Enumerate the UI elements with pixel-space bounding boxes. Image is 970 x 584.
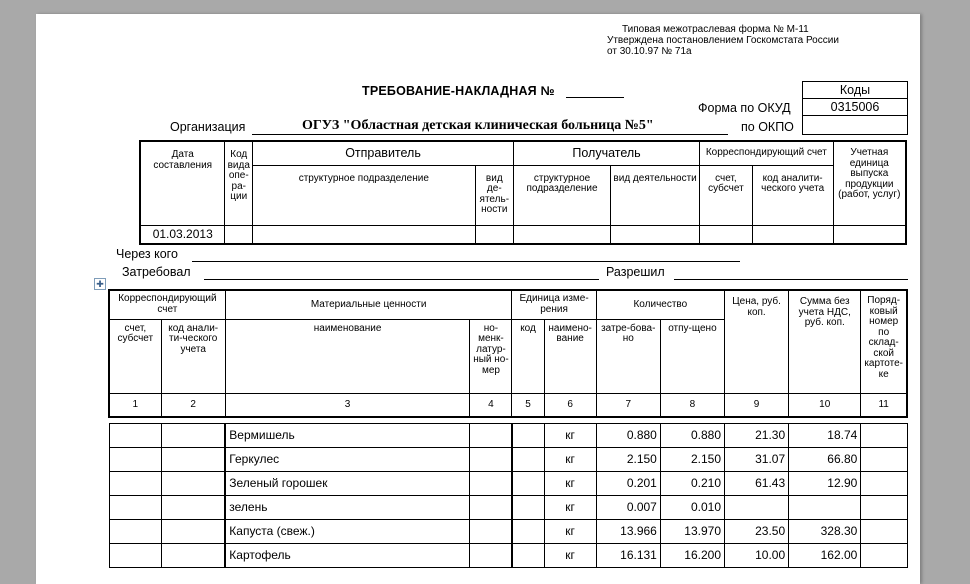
row-unit-name[interactable]: кг: [544, 543, 596, 567]
through-line[interactable]: [192, 261, 740, 262]
col-number: 5: [512, 393, 544, 417]
unit-output-header: Учетная единица выпуска продукции (работ, услуг): [833, 141, 906, 225]
row-corr-account[interactable]: [109, 519, 161, 543]
row-price[interactable]: 23.50: [725, 519, 789, 543]
column-numbers-row: [109, 393, 907, 417]
row-qty-requested[interactable]: 0.201: [596, 471, 660, 495]
organization-line: [252, 134, 728, 135]
op-code-value[interactable]: [225, 225, 253, 244]
receiver-unit-value[interactable]: [514, 225, 611, 244]
row-unit-code[interactable]: [512, 495, 544, 519]
row-price[interactable]: 61.43: [725, 471, 789, 495]
row-sum[interactable]: 18.74: [789, 423, 861, 447]
row-qty-requested[interactable]: 13.966: [596, 519, 660, 543]
okpo-value[interactable]: [803, 116, 907, 132]
col-number: 2: [161, 393, 225, 417]
row-qty-issued[interactable]: 0.210: [660, 471, 724, 495]
row-item-name[interactable]: Геркулес: [225, 447, 470, 471]
row-card-number[interactable]: [861, 495, 907, 519]
row-sum[interactable]: 66.80: [789, 447, 861, 471]
row-unit-code[interactable]: [512, 471, 544, 495]
row-unit-name[interactable]: кг: [544, 447, 596, 471]
row-card-number[interactable]: [861, 519, 907, 543]
sender-unit-value[interactable]: [253, 225, 476, 244]
qty-requested-header: затре-бова-но: [596, 319, 660, 393]
row-unit-name[interactable]: кг: [544, 495, 596, 519]
receiver-unit-header: структурное подразделение: [514, 165, 611, 225]
col-number: 11: [861, 393, 907, 417]
organization-name[interactable]: ОГУЗ "Областная детская клиническая больница №5": [302, 118, 654, 133]
card-header: Поряд-ковый номер по склад-ской картоте-ке: [861, 290, 907, 393]
row-corr-code[interactable]: [161, 447, 225, 471]
row-sum[interactable]: [789, 495, 861, 519]
okud-label: Форма по ОКУД: [698, 101, 791, 115]
col-number: 1: [109, 393, 161, 417]
corr-account-sub-header: счет, субсчет: [700, 165, 753, 225]
allowed-label: Разрешил: [606, 265, 665, 279]
document-title: ТРЕБОВАНИЕ-НАКЛАДНАЯ №: [362, 84, 555, 98]
col-number: 8: [660, 393, 724, 417]
receiver-activity-header: вид деятельности: [611, 165, 700, 225]
table-row: [109, 495, 907, 519]
corr-header: Корреспондирующий счет: [109, 290, 225, 319]
document-number-line[interactable]: [566, 97, 624, 98]
items-table: [108, 289, 908, 568]
mat-name-header: наименование: [225, 319, 470, 393]
sender-header: Отправитель: [253, 141, 514, 165]
qty-header: Количество: [596, 290, 724, 319]
unit-header: Единица изме-рения: [512, 290, 596, 319]
requested-label: Затребовал: [122, 265, 191, 279]
form-date-note: от 30.10.97 № 71а: [607, 46, 692, 57]
unit-name-header: наимено-вание: [544, 319, 596, 393]
through-label: Через кого: [116, 247, 178, 261]
row-unit-name[interactable]: кг: [544, 423, 596, 447]
row-unit-name[interactable]: кг: [544, 519, 596, 543]
codes-label: Коды: [803, 82, 907, 99]
row-card-number[interactable]: [861, 423, 907, 447]
row-qty-issued[interactable]: 0.010: [660, 495, 724, 519]
row-unit-code[interactable]: [512, 519, 544, 543]
table-row: [109, 543, 907, 567]
receiver-header: Получатель: [514, 141, 700, 165]
row-item-number[interactable]: [470, 447, 512, 471]
row-item-number[interactable]: [470, 423, 512, 447]
row-item-name[interactable]: Картофель: [225, 543, 470, 567]
row-price[interactable]: 21.30: [725, 423, 789, 447]
date-header: Дата составления: [140, 141, 225, 225]
col-number: 9: [725, 393, 789, 417]
row-corr-account[interactable]: [109, 471, 161, 495]
row-unit-code[interactable]: [512, 447, 544, 471]
price-header: Цена, руб. коп.: [725, 290, 789, 393]
row-corr-account[interactable]: [109, 495, 161, 519]
row-price[interactable]: 31.07: [725, 447, 789, 471]
table-row: [109, 423, 907, 447]
row-qty-issued[interactable]: 13.970: [660, 519, 724, 543]
row-price[interactable]: [725, 495, 789, 519]
corr-code-header: код анали-ти-ческого учета: [161, 319, 225, 393]
row-qty-issued[interactable]: 0.880: [660, 423, 724, 447]
document-page: [36, 14, 920, 584]
row-unit-code[interactable]: [512, 543, 544, 567]
table-row: [109, 471, 907, 495]
row-qty-issued[interactable]: 2.150: [660, 447, 724, 471]
row-sum[interactable]: 12.90: [789, 471, 861, 495]
corr-code-value[interactable]: [752, 225, 833, 244]
row-corr-account[interactable]: [109, 543, 161, 567]
row-qty-requested[interactable]: 16.131: [596, 543, 660, 567]
row-corr-code[interactable]: [161, 471, 225, 495]
row-qty-requested[interactable]: 2.150: [596, 447, 660, 471]
corr-code-header: код аналити-ческого учета: [752, 165, 833, 225]
table-row: [109, 447, 907, 471]
sender-unit-header: структурное подразделение: [253, 165, 476, 225]
col-number: 7: [596, 393, 660, 417]
row-price[interactable]: 10.00: [725, 543, 789, 567]
col-number: 6: [544, 393, 596, 417]
row-qty-requested[interactable]: 0.007: [596, 495, 660, 519]
sender-activity-value[interactable]: [475, 225, 513, 244]
okpo-label: по ОКПО: [741, 120, 794, 134]
materials-header: Материальные ценности: [225, 290, 512, 319]
sender-activity-header: вид де-ятель-ности: [475, 165, 513, 225]
date-value[interactable]: 01.03.2013: [140, 225, 225, 244]
row-corr-code[interactable]: [161, 495, 225, 519]
row-corr-code[interactable]: [161, 423, 225, 447]
op-code-header: Код вида опе-ра-ции: [225, 141, 253, 225]
okud-value[interactable]: 0315006: [803, 99, 907, 116]
unit-code-header: код: [512, 319, 544, 393]
row-corr-code[interactable]: [161, 543, 225, 567]
row-item-number[interactable]: [470, 495, 512, 519]
col-number: 4: [470, 393, 512, 417]
requested-line[interactable]: [204, 279, 599, 280]
row-qty-requested[interactable]: 0.880: [596, 423, 660, 447]
sum-header: Сумма без учета НДС, руб. коп.: [789, 290, 861, 393]
row-item-number[interactable]: [470, 519, 512, 543]
col-number: 10: [789, 393, 861, 417]
row-card-number[interactable]: [861, 471, 907, 495]
row-card-number[interactable]: [861, 543, 907, 567]
table-move-handle-icon[interactable]: ✚: [94, 278, 106, 290]
row-item-name[interactable]: Вермишель: [225, 423, 470, 447]
mat-number-header: но-менк-латур-ный но-мер: [470, 319, 512, 393]
row-qty-issued[interactable]: 16.200: [660, 543, 724, 567]
row-unit-code[interactable]: [512, 423, 544, 447]
row-corr-account[interactable]: [109, 423, 161, 447]
form-type-note: Типовая межотраслевая форма № М-11: [622, 24, 809, 35]
receiver-activity-value[interactable]: [611, 225, 700, 244]
row-item-number[interactable]: [470, 471, 512, 495]
row-unit-name[interactable]: кг: [544, 471, 596, 495]
corr-account-header: Корреспондирующий счет: [700, 141, 834, 165]
corr-account-header: счет, субсчет: [109, 319, 161, 393]
col-number: 3: [225, 393, 470, 417]
form-approved-note: Утверждена постановлением Госкомстата России: [607, 35, 839, 46]
row-sum[interactable]: 162.00: [789, 543, 861, 567]
codes-box: [802, 81, 908, 135]
unit-output-value[interactable]: [833, 225, 906, 244]
organization-label: Организация: [170, 120, 246, 134]
row-corr-code[interactable]: [161, 519, 225, 543]
row-corr-account[interactable]: [109, 447, 161, 471]
allowed-line[interactable]: [674, 279, 908, 280]
table-row: [109, 519, 907, 543]
header-table: [139, 140, 907, 245]
row-item-number[interactable]: [470, 543, 512, 567]
row-item-name[interactable]: Капуста (свеж.): [225, 519, 470, 543]
row-item-name[interactable]: Зеленый горошек: [225, 471, 470, 495]
qty-issued-header: отпу-щено: [660, 319, 724, 393]
corr-account-value[interactable]: [700, 225, 753, 244]
row-sum[interactable]: 328.30: [789, 519, 861, 543]
row-card-number[interactable]: [861, 447, 907, 471]
row-item-name[interactable]: зелень: [225, 495, 470, 519]
